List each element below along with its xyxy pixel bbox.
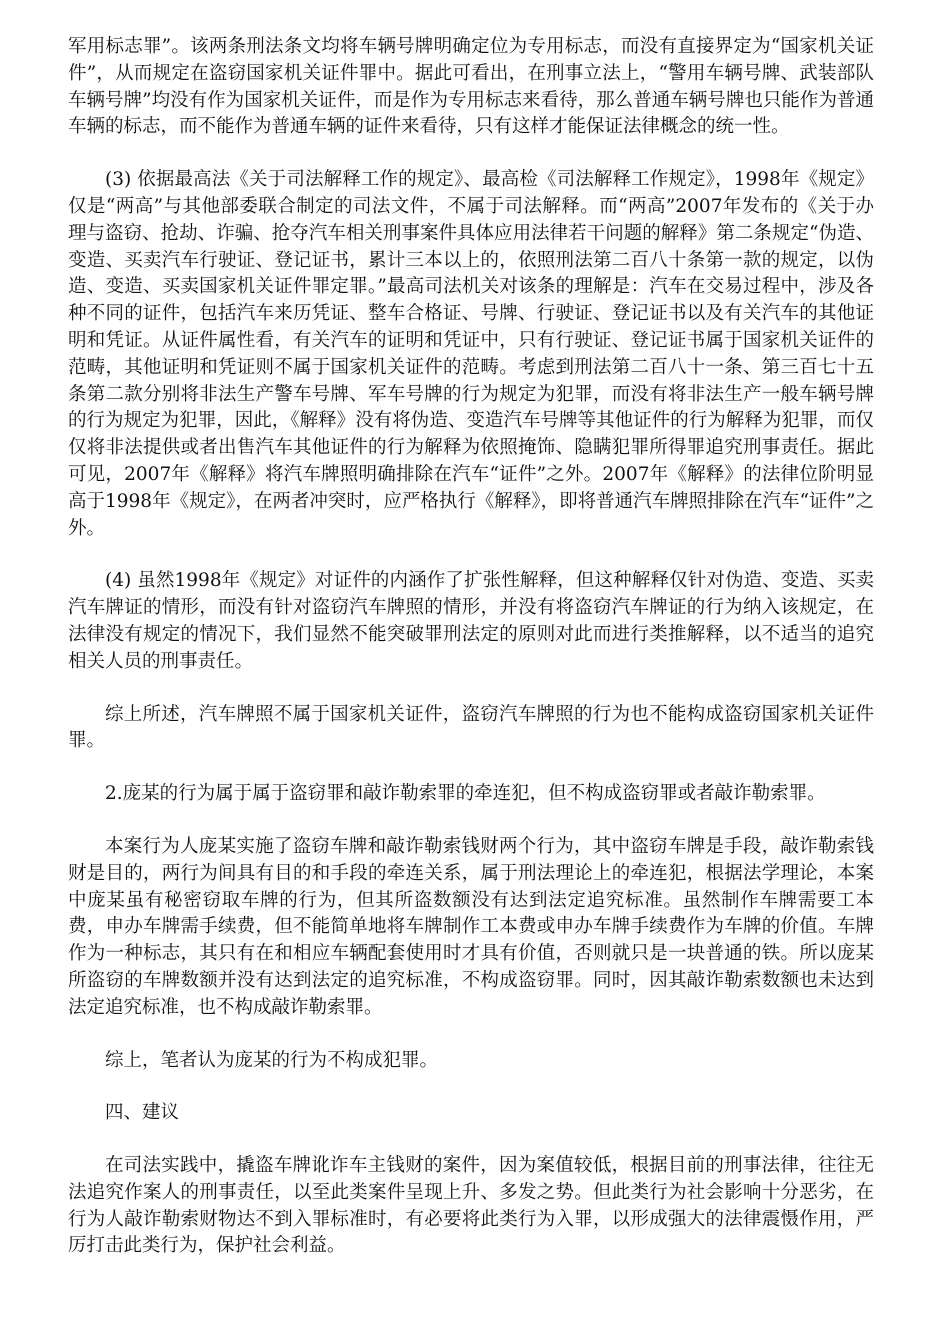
section-heading-2: 2.庞某的行为属于属于盗窃罪和敲诈勒索罪的牵连犯，但不构成盗窃罪或者敲诈勒索罪。 (105, 783, 826, 805)
paragraph-suggestion: 在司法实践中，撬盗车牌讹诈车主钱财的案件，因为案值较低，根据目前的刑事法律，往往无法追究作案人的刑事责任，以至此类案件呈现上升、多发之势。但此类行为社会影响十分恶劣，在行为人敲诈勒索财物达不到入罪标准时，有必要将此类行为入罪，以形成强大的法律震慑作用，严厉打击此类行为，保护社会利益。 (68, 1155, 874, 1257)
paragraph-analysis: 本案行为人庞某实施了盗窃车牌和敲诈勒索钱财两个行为，其中盗窃车牌是手段，敲诈勒索钱财是目的，两行为间具有目的和手段的牵连关系，属于刑法理论上的牵连犯，根据法学理论，本案中庞某虽有秘密窃取车牌的行为，但其所盗数额没有达到法定追究标准。虽然制作车牌需要工本费，申办车牌需手续费，但不能简单地将车牌制作工本费或申办车牌手续费作为车牌的价值。车牌作为一种标志，其只有在和相应车辆配套使用时才具有价值，否则就只是一块普通的铁。所以庞某所盗窃的车牌数额并没有达到法定的追究标准，不构成盗窃罪。同时，因其敲诈勒索数额也未达到法定追究标准，也不构成敲诈勒索罪。 (68, 835, 874, 1018)
paragraph-summary-1: 综上所述，汽车牌照不属于国家机关证件，盗窃汽车牌照的行为也不能构成盗窃国家机关证件罪。 (68, 703, 874, 752)
paragraph-point-4: (4) 虽然1998年《规定》对证件的内涵作了扩张性解释，但这种解释仅针对伪造、变造、买卖汽车牌证的情形，而没有针对盗窃汽车牌照的情形，并没有将盗窃汽车牌证的行为纳入该规定，在法律没有规定的情况下，我们显然不能突破罪刑法定的原则对此而进行类推解释，以不适当的追究相关人员的刑事责任。 (68, 570, 874, 672)
paragraph-continuation: 军用标志罪”。该两条刑法条文均将车辆号牌明确定位为专用标志，而没有直接界定为“国家机关证件”，从而规定在盗窃国家机关证件罪中。据此可看出，在刑事立法上，“警用车辆号牌、武装部队车辆号牌”均没有作为国家机关证件，而是作为专用标志来看待，那么普通车辆号牌也只能作为普通车辆的标志，而不能作为普通车辆的证件来看待，只有这样才能保证法律概念的统一性。 (68, 36, 874, 138)
section-heading-suggestion: 四、建议 (105, 1102, 180, 1124)
paragraph-conclusion: 综上，笔者认为庞某的行为不构成犯罪。 (105, 1049, 439, 1071)
paragraph-point-3: (3) 依据最高法《关于司法解释工作的规定》、最高检《司法解释工作规定》，1998年《规定》仅是“两高”与其他部委联合制定的司法文件，不属于司法解释。而“两高”2007年发布的《关于办理与盗窃、抢劫、诈骗、抢夺汽车相关刑事案件具体应用法律若干问题的解释》第二条规定“伪造、变造、买卖汽车行驶证、登记证书，累计三本以上的，依照刑法第二百八十条第一款的规定，以伪造、变造、买卖国家机关证件罪定罪。”最高司法机关对该条的理解是：汽车在交易过程中，涉及各种不同的证件，包括汽车来历凭证、整车合格证、号牌、行驶证、登记证书以及有关汽车的其他证明和凭证。从证件属性看，有关汽车的证明和凭证中，只有行驶证、登记证书属于国家机关证件的范畴，其他证明和凭证则不属于国家机关证件的范畴。考虑到刑法第二百八十一条、第三百七十五条第二款分别将非法生产警车号牌、军车号牌的行为规定为犯罪，而没有将非法生产一般车辆号牌的行为规定为犯罪，因此，《解释》没有将伪造、变造汽车号牌等其他证件的行为解释为犯罪，而仅仅将非法提供或者出售汽车其他证件的行为解释为依照掩饰、隐瞒犯罪所得罪追究刑事责任。据此可见，2007年《解释》将汽车牌照明确排除在汽车“证件”之外。2007年《解释》的法律位阶明显高于1998年《规定》，在两者冲突时，应严格执行《解释》，即将普通汽车牌照排除在汽车“证件”之外。 (68, 169, 875, 539)
